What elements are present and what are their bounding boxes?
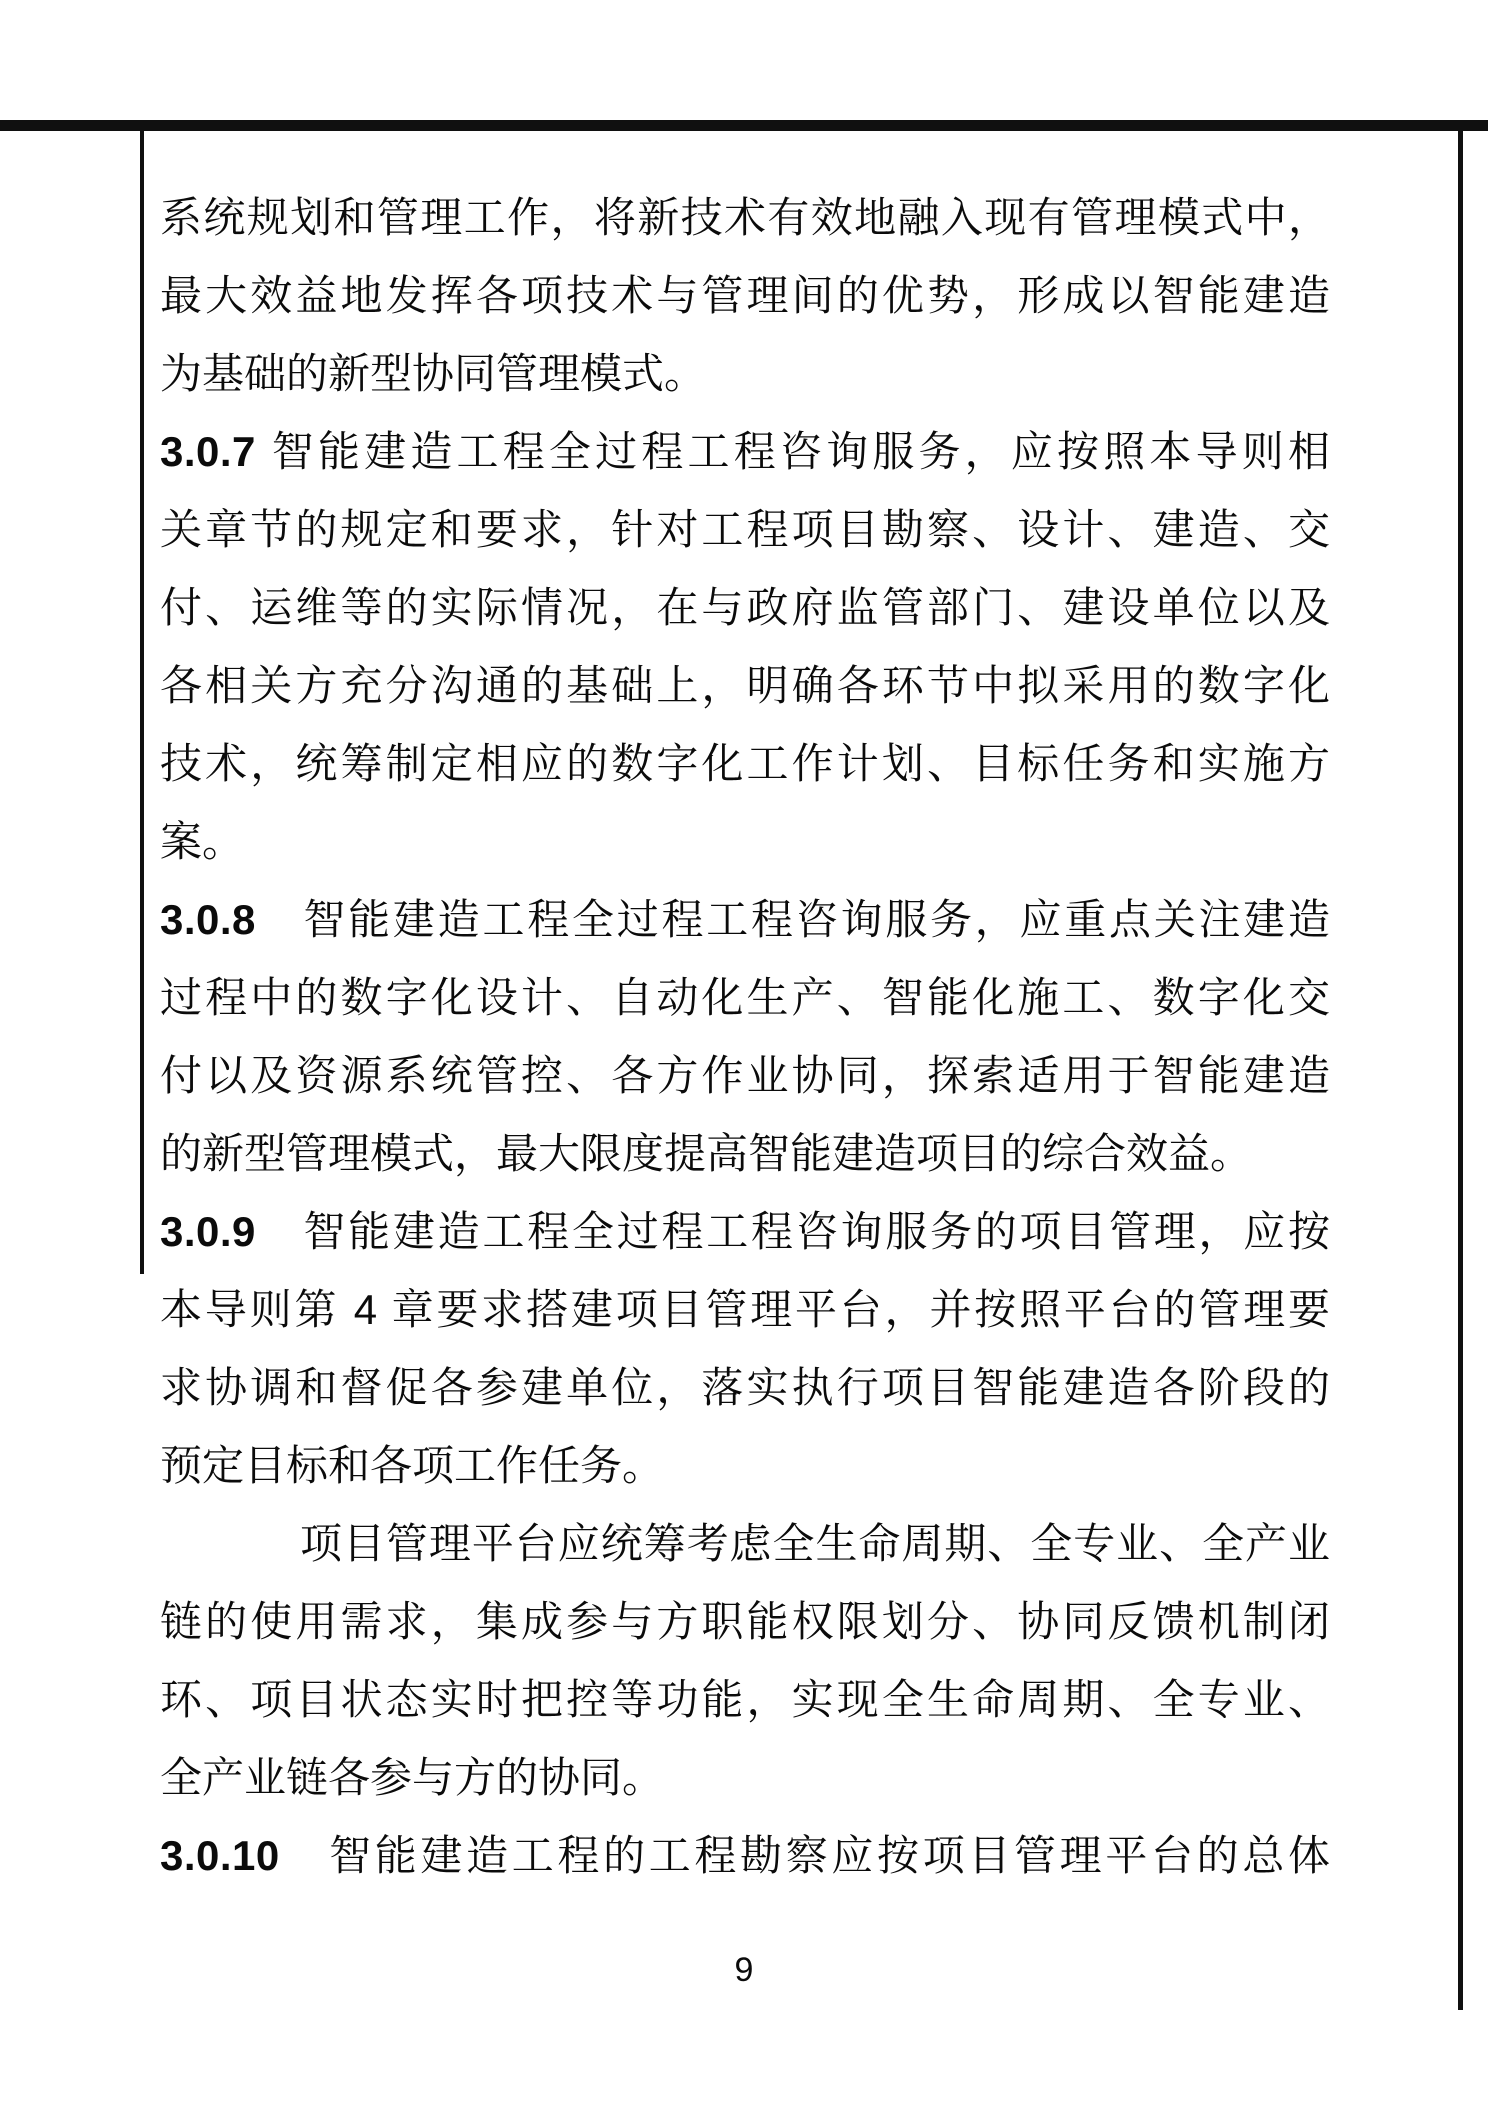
line-text: 预定目标和各项工作任务。 [160, 1442, 665, 1489]
text-line [160, 881, 1330, 959]
line-text: 付、运维等的实际情况，在与政府监管部门、建设单位以及 [160, 584, 1330, 631]
clause-number: 3.0.10 [160, 1832, 280, 1879]
line-text: 各相关方充分沟通的基础上，明确各环节中拟采用的数字化 [160, 662, 1330, 709]
line-text: 智能建造工程的工程勘察应按项目管理平台的总体 [279, 1832, 1330, 1879]
text-line [160, 959, 1330, 1037]
line-text: 智能建造工程全过程工程咨询服务，应按照本导则相 [255, 428, 1330, 475]
text-line [160, 1271, 1330, 1349]
line-text: 的新型管理模式，最大限度提高智能建造项目的综合效益。 [160, 1130, 1253, 1177]
page-border-left [140, 124, 144, 1274]
text-line [160, 1115, 1330, 1193]
text-line [160, 1661, 1330, 1739]
text-line [160, 1505, 1330, 1583]
text-line [160, 647, 1330, 725]
line-text: 环、项目状态实时把控等功能，实现全生命周期、全专业、 [160, 1676, 1330, 1723]
clause-number: 3.0.7 [160, 428, 256, 475]
line-text: 项目管理平台应统筹考虑全生命周期、全专业、全产业 [300, 1520, 1330, 1567]
line-text: 系统规划和管理工作，将新技术有效地融入现有管理模式中， [160, 194, 1330, 241]
text-line [160, 803, 1330, 881]
text-line [160, 335, 1330, 413]
line-text: 关章节的规定和要求，针对工程项目勘察、设计、建造、交 [160, 506, 1330, 553]
text-line [160, 1583, 1330, 1661]
text-line [160, 1349, 1330, 1427]
line-text: 链的使用需求，集成参与方职能权限划分、协同反馈机制闭 [160, 1598, 1330, 1645]
body-text [160, 179, 1330, 1895]
line-text: 求协调和督促各参建单位，落实执行项目智能建造各阶段的 [160, 1364, 1330, 1411]
line-text: 本导则第 4 章要求搭建项目管理平台，并按照平台的管理要 [160, 1286, 1330, 1333]
text-line [160, 1193, 1330, 1271]
page-number: 9 [734, 1951, 754, 1989]
line-text: 全产业链各参与方的协同。 [160, 1754, 665, 1801]
text-line [160, 257, 1330, 335]
line-text: 技术，统筹制定相应的数字化工作计划、目标任务和实施方 [160, 740, 1330, 787]
line-text: 过程中的数字化设计、自动化生产、智能化施工、数字化交 [160, 974, 1330, 1021]
line-text: 案。 [160, 818, 245, 865]
line-text: 为基础的新型协同管理模式。 [160, 350, 707, 397]
page-border-right [1458, 124, 1463, 2010]
line-text: 智能建造工程全过程工程咨询服务的项目管理，应按 [255, 1208, 1330, 1255]
text-line [160, 1739, 1330, 1817]
line-text: 智能建造工程全过程工程咨询服务，应重点关注建造 [255, 896, 1330, 943]
page-border-top [0, 120, 1488, 131]
clause-number: 3.0.9 [160, 1208, 256, 1255]
line-text: 最大效益地发挥各项技术与管理间的优势，形成以智能建造 [160, 272, 1330, 319]
text-line [160, 491, 1330, 569]
text-line [160, 1427, 1330, 1505]
text-line [160, 179, 1330, 257]
line-text: 付以及资源系统管控、各方作业协同，探索适用于智能建造 [160, 1052, 1330, 1099]
clause-number: 3.0.8 [160, 896, 256, 943]
text-line [160, 1817, 1330, 1895]
text-line [160, 1037, 1330, 1115]
text-line [160, 725, 1330, 803]
text-line [160, 569, 1330, 647]
text-line [160, 413, 1330, 491]
